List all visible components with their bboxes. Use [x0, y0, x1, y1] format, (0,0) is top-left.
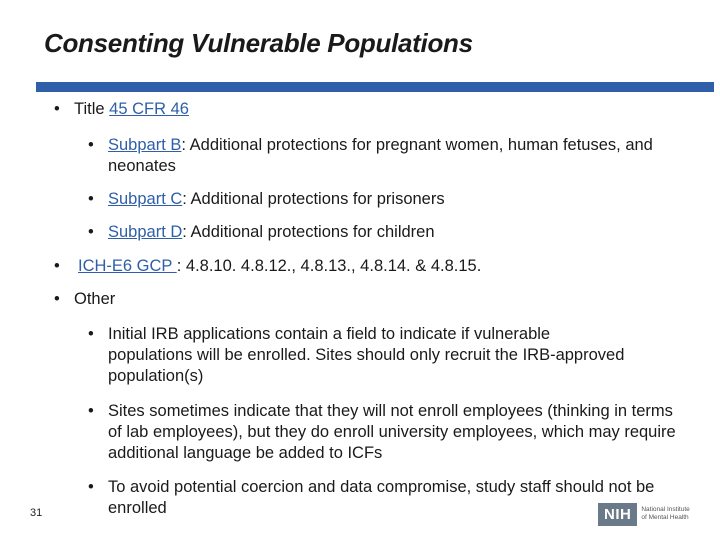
- bullet-text: To avoid potential coercion and data compromise, study staff should not be enrolled: [108, 478, 655, 517]
- cfr-link[interactable]: 45 CFR 46: [109, 100, 189, 118]
- title-rule: [36, 82, 714, 92]
- bullet-text: Sites sometimes indicate that they will not enroll employees (thinking in terms of lab employees), but they do enroll university employees, which may require additional language be added to ICFs: [108, 402, 676, 462]
- bullet-dot: •: [54, 257, 60, 275]
- bullet-dot: •: [54, 100, 60, 118]
- bullet-sites-employees: [88, 401, 688, 464]
- bullet-dot: •: [88, 190, 94, 208]
- subpart-d-link[interactable]: Subpart D: [108, 223, 183, 241]
- slide-title: Consenting Vulnerable Populations: [44, 28, 473, 58]
- nih-logo-mark: NIH: [598, 503, 637, 526]
- bullet-text: : 4.8.10. 4.8.12., 4.8.13., 4.8.14. & 4.8.15.: [176, 257, 482, 275]
- bullet-initial-irb: [88, 324, 628, 387]
- bullet-dot: •: [88, 478, 94, 496]
- subpart-c-link[interactable]: Subpart C: [108, 190, 183, 208]
- bullet-dot: •: [88, 223, 94, 241]
- bullet-prefix: Title: [74, 100, 110, 118]
- ich-e6-gcp-link[interactable]: ICH-E6 GCP: [78, 257, 177, 275]
- logo-line-2: of Mental Health: [641, 514, 689, 521]
- bullet-title-45-cfr-46: [54, 99, 694, 120]
- bullet-text: Initial IRB applications contain a field to indicate if vulnerable populations will be enrolled. Sites should only recruit the IRB-approved population(s): [108, 325, 625, 385]
- bullet-text: : Additional protections for prisoners: [182, 190, 445, 208]
- bullet-text: : Additional protections for children: [182, 223, 435, 241]
- bullet-dot: •: [88, 325, 94, 343]
- nih-logo-text: [641, 506, 689, 522]
- bullet-subpart-c: [88, 189, 668, 210]
- bullet-text: : Additional protections for pregnant women, human fetuses, and neonates: [108, 136, 653, 175]
- logo-line-1: National Institute: [641, 506, 690, 513]
- page-number: 31: [30, 507, 43, 519]
- bullet-other: [54, 289, 694, 310]
- subpart-b-link[interactable]: Subpart B: [108, 136, 182, 154]
- bullet-text: Other: [74, 290, 116, 308]
- bullet-subpart-d: [88, 222, 668, 243]
- bullet-avoid-coercion: [88, 477, 680, 519]
- bullet-dot: •: [88, 136, 94, 154]
- bullet-dot: •: [88, 402, 94, 420]
- bullet-dot: •: [54, 290, 60, 308]
- nih-logo: [598, 500, 710, 528]
- bullet-ich-e6-gcp: [54, 256, 694, 277]
- bullet-subpart-b: [88, 135, 668, 177]
